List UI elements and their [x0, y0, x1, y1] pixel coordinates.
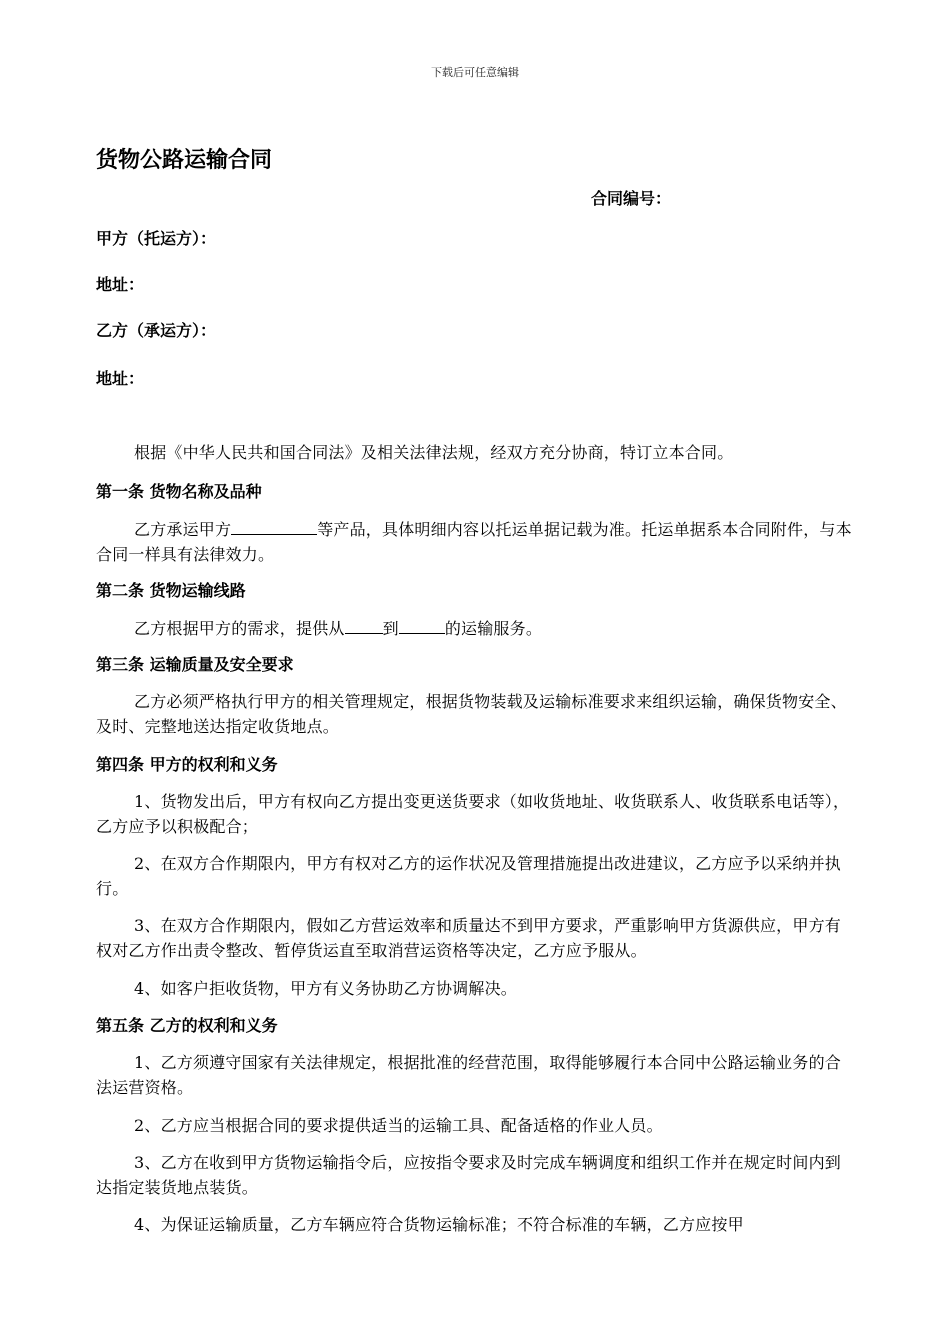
article-5-item-2: 2、乙方应当根据合同的要求提供适当的运输工具、配备适格的作业人员。: [134, 1116, 663, 1135]
party-b-label: 乙方（承运方）：: [96, 321, 217, 340]
contract-number-label: 合同编号：: [591, 189, 672, 208]
article-2-heading: 第二条 货物运输线路: [96, 581, 246, 600]
header-note: 下载后可任意编辑: [431, 66, 519, 79]
origin-blank: [345, 617, 383, 634]
article-1-text-before: 乙方承运甲方: [134, 520, 232, 539]
article-4-heading: 第四条 甲方的权利和义务: [96, 755, 278, 774]
party-a-label: 甲方（托运方）：: [96, 229, 217, 248]
article-3-paragraph: 乙方必须严格执行甲方的相关管理规定，根据货物装载及运输标准要求来组织运输，确保货物安全、及时、完整地送达指定收货地点。: [96, 692, 847, 736]
article-2-text-c: 的运输服务。: [444, 619, 543, 638]
article-4-item-1: 1、货物发出后，甲方有权向乙方提出变更送货要求（如收货地址、收货联系人、收货联系电话等），乙方应予以积极配合；: [96, 792, 850, 836]
article-4-item-4: 4、如客户拒收货物，甲方有义务协助乙方协调解决。: [134, 979, 517, 998]
article-5-heading: 第五条 乙方的权利和义务: [96, 1016, 278, 1035]
article-1-paragraph: [96, 517, 856, 567]
article-1-text-after: 等产品，具体明细内容以托运单据记载为准。托运单据系本合同附件，与本合同一样具有法律效力。: [96, 520, 852, 564]
article-3-heading: 第三条 运输质量及安全要求: [96, 655, 294, 674]
article-2-paragraph: [96, 616, 856, 641]
goods-blank: [231, 518, 317, 535]
article-5-item-3: 3、乙方在收到甲方货物运输指令后，应按指令要求及时完成车辆调度和组织工作并在规定时间内到达指定装货地点装货。: [96, 1153, 841, 1197]
preamble-paragraph: 根据《中华人民共和国合同法》及相关法律法规，经双方充分协商，特订立本合同。: [134, 443, 734, 462]
article-4-item-2: 2、在双方合作期限内，甲方有权对乙方的运作状况及管理措施提出改进建议，乙方应予以采纳并执行。: [96, 854, 841, 898]
article-2-text-a: 乙方根据甲方的需求，提供从: [134, 619, 345, 638]
destination-blank: [399, 617, 445, 634]
party-b-address-label: 地址：: [96, 369, 145, 388]
article-4-item-3: 3、在双方合作期限内，假如乙方营运效率和质量达不到甲方要求，严重影响甲方货源供应，甲方有权对乙方作出责令整改、暂停货运直至取消营运资格等决定，乙方应予服从。: [96, 916, 841, 960]
article-5-item-4: 4、为保证运输质量，乙方车辆应符合货物运输标准；不符合标准的车辆，乙方应按甲: [134, 1215, 744, 1234]
article-5-item-1: 1、乙方须遵守国家有关法律规定，根据批准的经营范围，取得能够履行本合同中公路运输业务的合法运营资格。: [96, 1053, 841, 1097]
party-a-address-label: 地址：: [96, 275, 145, 294]
page-title: 货物公路运输合同: [96, 148, 273, 173]
article-1-heading: 第一条 货物名称及品种: [96, 482, 262, 501]
article-2-text-b: 到: [382, 619, 399, 638]
